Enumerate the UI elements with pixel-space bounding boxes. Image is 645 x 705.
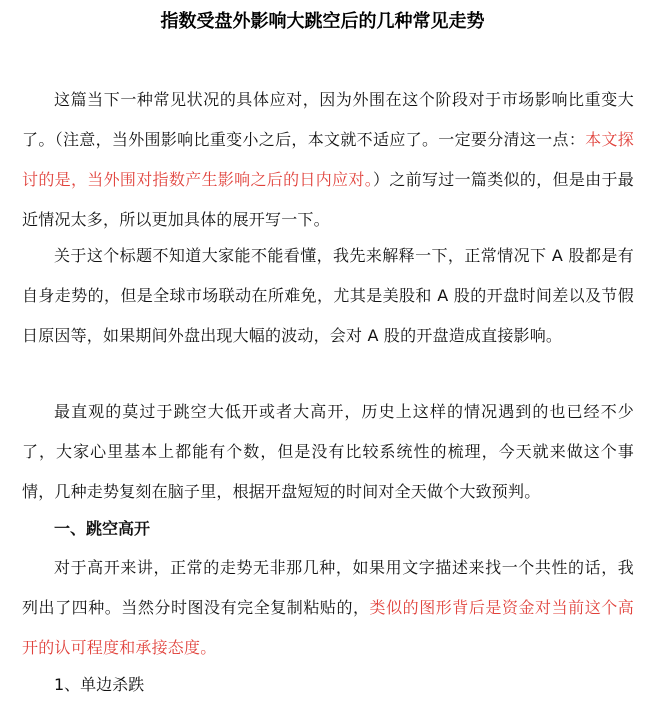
paragraph-intro	[22, 80, 634, 240]
paragraph-explanation: 关于这个标题不知道大家能不能看懂，我先来解释一下，正常情况下 A 股都是有自身走势的，但是全球市场联动在所难免，尤其是美股和 A 股的开盘时间差以及节假日原因等，如果期间外盘出现大幅的波动，会对 A 股的开盘造成直接影响。	[22, 246, 634, 345]
paragraph-gap-up-highlight: 类似的图形背后是资金对当前这个高开的认可程度和承接态度。	[22, 598, 634, 657]
paragraph-intro-text: 这篇当下一种常见状况的具体应对，因为外围在这个阶段对于市场影响比重变大了。（注意，当外围影响比重变小之后，本文就不适应了。一定要分清这一点：	[22, 90, 634, 149]
paragraph-intro-text-end: ）之前写过一篇类似的，但是由于最近情况太多，所以更加具体的展开写一下。	[22, 170, 634, 229]
paragraph-intro-highlight: 本文探讨的是，当外围对指数产生影响之后的日内应对。	[22, 130, 634, 189]
paragraph-gap-up	[22, 548, 634, 668]
subsection-heading-one-way-decline: 1、单边杀跌	[54, 675, 145, 694]
section-heading-gap-up: 一、跳空高开	[54, 519, 151, 538]
paragraph-gap-overview: 最直观的莫过于跳空大低开或者大高开，历史上这样的情况遇到的也已经不少了，大家心里基本上都能有个数，但是没有比较系统性的梳理，今天就来做这个事情，几种走势复刻在脑子里，根据开盘短短的时间对全天做个大致预判。	[22, 402, 634, 501]
paragraph-gap-up-text: 对于高开来讲，正常的走势无非那几种，如果用文字描述来找一个共性的话，我列出了四种。当然分时图没有完全复制粘贴的，	[22, 558, 634, 617]
document-title: 指数受盘外影响大跳空后的几种常见走势	[160, 11, 485, 32]
